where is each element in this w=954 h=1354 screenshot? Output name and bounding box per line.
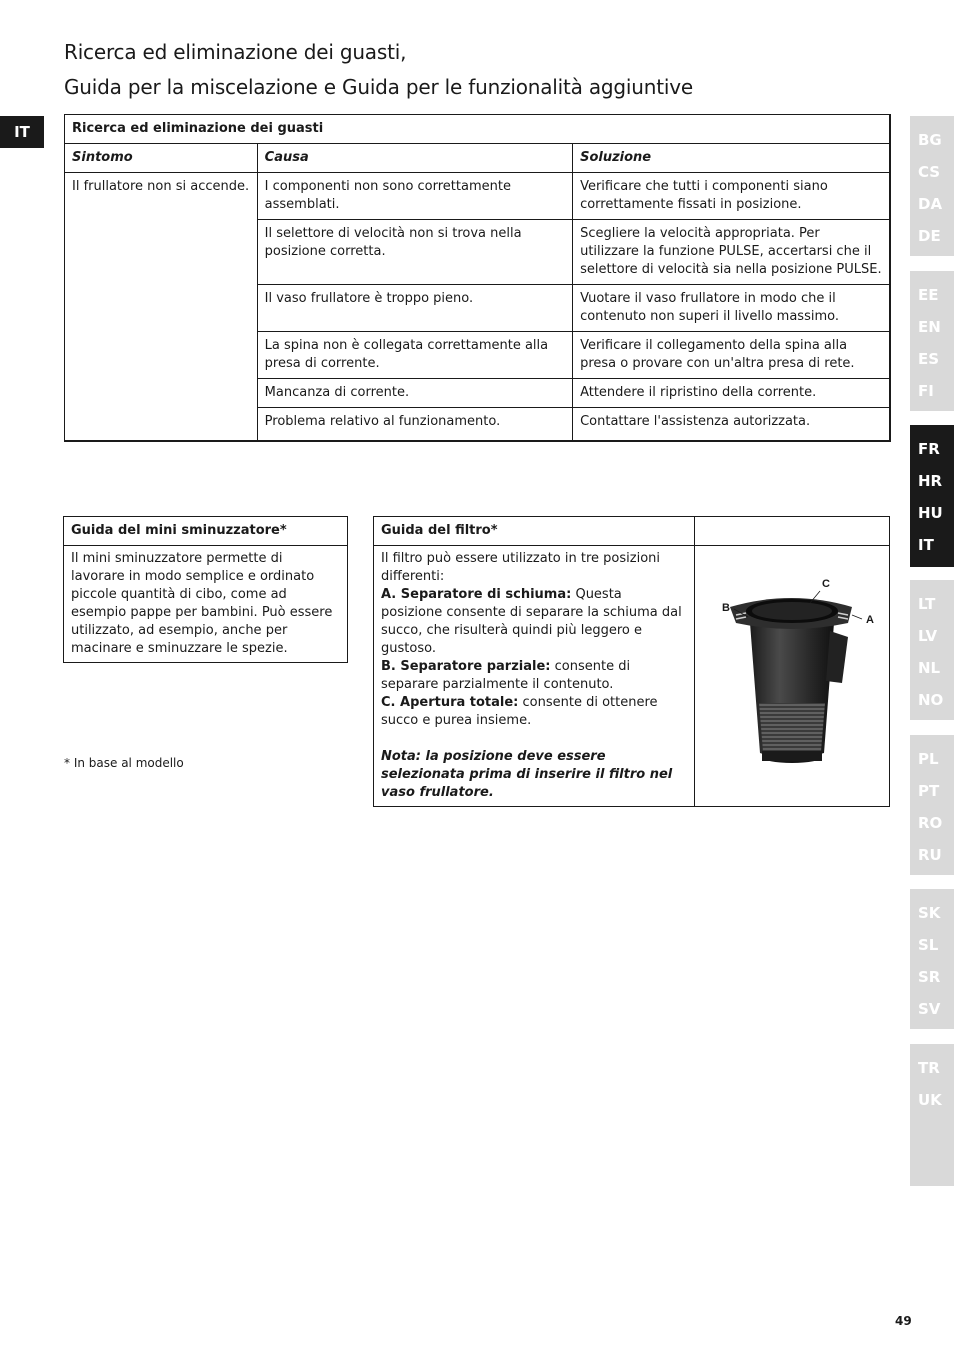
language-group	[910, 889, 954, 1029]
mini-chopper-title: Guida del mini sminuzzatore*	[64, 517, 348, 546]
language-link-sl[interactable]: SL	[918, 936, 939, 954]
symptom-cell: Il frullatore non si accende.	[65, 173, 258, 442]
troubleshooting-title: Ricerca ed eliminazione dei guasti	[65, 115, 891, 144]
footnote: * In base al modello	[64, 756, 184, 770]
language-link-hr[interactable]: HR	[918, 472, 943, 490]
solution-cell: Verificare che tutti i componenti siano correttamente fissati in posizione.	[573, 173, 890, 220]
cause-cell: I componenti non sono correttamente assemblati.	[257, 173, 572, 220]
language-link-sk[interactable]: SK	[918, 904, 941, 922]
solution-cell: Attendere il ripristino della corrente.	[573, 379, 890, 408]
filter-item-b-label: B. Separatore parziale:	[381, 659, 551, 674]
cause-cell: Mancanza di corrente.	[257, 379, 572, 408]
solution-cell: Verificare il collegamento della spina alla presa o provare con un'altra presa di rete.	[573, 332, 890, 379]
filter-item-c	[381, 694, 687, 730]
language-group	[910, 271, 954, 411]
language-link-no[interactable]: NO	[918, 691, 944, 709]
language-link-tr[interactable]: TR	[918, 1059, 940, 1077]
language-link-hu[interactable]: HU	[918, 504, 943, 522]
language-link-ru[interactable]: RU	[918, 846, 942, 864]
table-row	[65, 173, 891, 220]
column-header-cause: Causa	[257, 144, 572, 173]
filter-label-c: C	[822, 578, 830, 590]
language-link-lv[interactable]: LV	[918, 627, 938, 645]
column-header-symptom: Sintomo	[65, 144, 258, 173]
language-group	[910, 116, 954, 256]
column-header-solution: Soluzione	[573, 144, 890, 173]
filter-guide-title: Guida del filtro*	[374, 517, 695, 546]
language-link-ee[interactable]: EE	[918, 286, 939, 304]
language-link-pl[interactable]: PL	[918, 750, 939, 768]
filter-guide-empty-header	[695, 517, 890, 546]
filter-image-cell	[695, 546, 890, 807]
mini-chopper-table	[63, 516, 348, 663]
page-title-line-1: Ricerca ed eliminazione dei guasti,	[64, 40, 407, 64]
language-link-fi[interactable]: FI	[918, 382, 934, 400]
language-group	[910, 735, 954, 875]
filter-item-a	[381, 586, 687, 658]
language-link-it[interactable]: IT	[918, 536, 934, 554]
language-group	[910, 425, 954, 567]
page-title-line-2: Guida per la miscelazione e Guida per le funzionalità aggiuntive	[64, 75, 693, 99]
language-link-sv[interactable]: SV	[918, 1000, 941, 1018]
filter-label-a: A	[866, 614, 874, 626]
language-link-sr[interactable]: SR	[918, 968, 941, 986]
language-link-bg[interactable]: BG	[918, 131, 942, 149]
solution-cell: Contattare l'assistenza autorizzata.	[573, 408, 890, 442]
filter-item-b	[381, 658, 687, 694]
filter-item-a-text: Questa posizione consente di separare la schiuma dal succo, che risulterà quindi più leggero e gustoso.	[381, 587, 682, 656]
filter-note: Nota: la posizione deve essere selezionata prima di inserire il filtro nel vaso frullatore.	[381, 749, 673, 800]
troubleshooting-table	[64, 114, 891, 442]
language-link-en[interactable]: EN	[918, 318, 941, 336]
language-link-es[interactable]: ES	[918, 350, 940, 368]
language-link-ro[interactable]: RO	[918, 814, 943, 832]
language-link-lt[interactable]: LT	[918, 595, 936, 613]
language-link-da[interactable]: DA	[918, 195, 943, 213]
cause-cell: Il selettore di velocità non si trova nella posizione corretta.	[257, 220, 572, 285]
solution-cell: Scegliere la velocità appropriata. Per utilizzare la funzione PULSE, accertarsi che il selettore di velocità sia nella posizione PULSE.	[573, 220, 890, 285]
filter-guide-body	[374, 546, 695, 807]
filter-basket-image	[702, 563, 882, 783]
page-number: 49	[895, 1314, 912, 1328]
language-group	[910, 1044, 954, 1186]
section-language-tab: IT	[0, 116, 44, 148]
language-link-de[interactable]: DE	[918, 227, 941, 245]
filter-item-a-label: A. Separatore di schiuma:	[381, 587, 572, 602]
filter-item-c-label: C. Apertura totale:	[381, 695, 519, 710]
language-group	[910, 580, 954, 720]
solution-cell: Vuotare il vaso frullatore in modo che il contenuto non superi il livello massimo.	[573, 285, 890, 332]
filter-label-b: B	[722, 602, 730, 614]
cause-cell: Il vaso frullatore è troppo pieno.	[257, 285, 572, 332]
filter-intro: Il filtro può essere utilizzato in tre posizioni differenti:	[381, 551, 660, 584]
cause-cell: La spina non è collegata correttamente alla presa di corrente.	[257, 332, 572, 379]
language-link-pt[interactable]: PT	[918, 782, 940, 800]
filter-item-c-text: consente di ottenere succo e purea insieme.	[381, 695, 658, 728]
language-link-fr[interactable]: FR	[918, 440, 940, 458]
filter-guide-table	[373, 516, 890, 807]
mini-chopper-body: Il mini sminuzzatore permette di lavorare in modo semplice e ordinato piccole quantità di cibo, come ad esempio pappe per bambini. Può essere utilizzato, ad esempio, anche per macinare e sminuzzare le spezie.	[64, 546, 348, 663]
cause-cell: Problema relativo al funzionamento.	[257, 408, 572, 442]
language-link-uk[interactable]: UK	[918, 1091, 942, 1109]
language-link-cs[interactable]: CS	[918, 163, 941, 181]
language-link-nl[interactable]: NL	[918, 659, 941, 677]
filter-item-b-text: consente di separare parzialmente il contenuto.	[381, 659, 631, 692]
